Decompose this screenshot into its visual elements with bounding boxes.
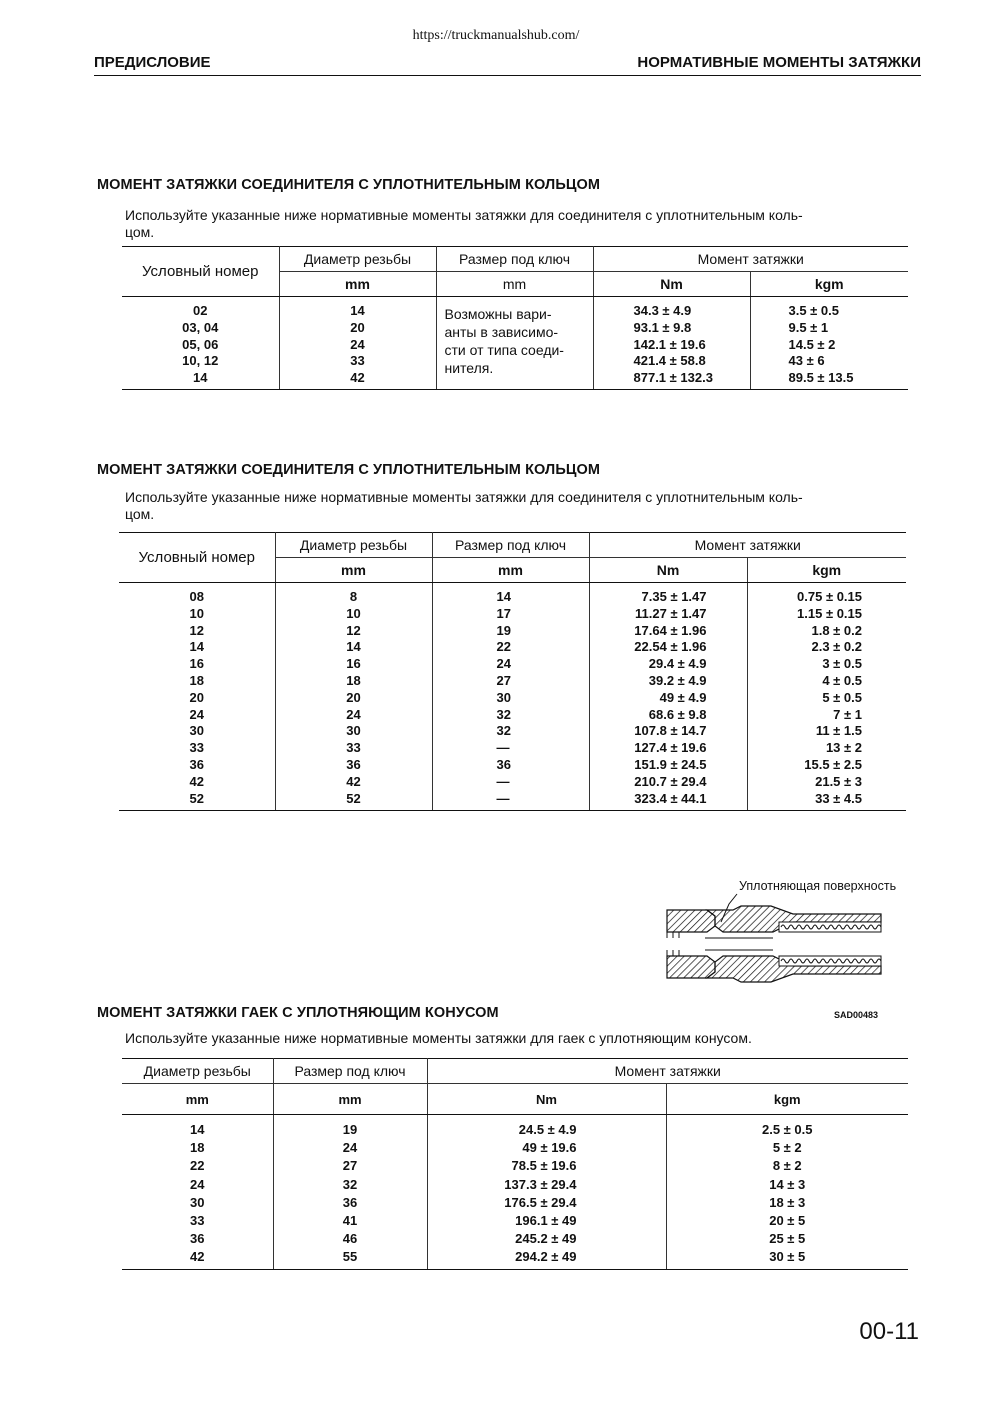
col-wrench-header: Размер под ключ [436,247,593,272]
section2-kgm: 15.5 ± 2.5 [804,756,862,772]
section2-nm: 17.64 ± 1.96 [634,622,707,638]
section2-thread: 52 [346,790,361,806]
header-chapter-title: НОРМАТИВНЫЕ МОМЕНТЫ ЗАТЯЖКИ [637,54,921,71]
section1-kgm: 89.5 ± 13.5 [788,370,854,386]
section3-kgm: 14 ± 3 [769,1176,806,1192]
section1-kgm: 9.5 ± 1 [788,319,829,335]
figure-caption: Уплотняющая поверхность [739,879,897,893]
section2-kgm-cell [747,583,906,811]
col-thread-header: Диаметр резьбы [275,533,432,558]
section2-wrench: 14 [496,589,511,604]
section3-nm: 24.5 ± 4.9 [518,1122,577,1137]
section3-nm: 196.1 ± 49 [515,1213,577,1229]
section1-thread: 33 [350,353,365,369]
section2-thread: 14 [346,639,361,655]
section2-table [119,532,906,811]
section3-kgm: 30 ± 5 [769,1249,806,1265]
unit-nm: Nm [593,272,750,297]
unit-mm: mm [275,558,432,583]
section3-nm: 78.5 ± 19.6 [511,1158,577,1174]
section1-note-line: нителя. [444,360,494,376]
section1-nm-cell [593,297,750,390]
section2-wrench: 36 [496,756,511,772]
section2-thread: 30 [346,723,361,739]
section2-nm: 107.8 ± 14.7 [634,723,707,739]
section2-wrench: 32 [496,706,511,722]
section3-kgm: 2.5 ± 0.5 [761,1122,813,1137]
col-wrench-header: Размер под ключ [432,533,589,558]
section3-thread: 14 [190,1122,205,1137]
col-thread-header: Диаметр резьбы [122,1059,273,1084]
section3-nm: 176.5 ± 29.4 [504,1194,577,1210]
section2-kgm: 2.3 ± 0.2 [811,639,862,655]
unit-mm-wrench: mm [273,1084,427,1115]
section3-thread: 36 [190,1231,205,1247]
section2-kgm: 3 ± 0.5 [822,656,862,672]
section2-nm: 323.4 ± 44.1 [634,790,707,806]
section3-thread: 18 [190,1140,205,1156]
section1-thread: 42 [350,370,365,386]
section2-nominal: 52 [189,790,204,806]
section2-thread: 8 [349,589,358,604]
section1-note-line: сти от типа соеди- [444,342,564,358]
section2-nominal: 24 [189,706,204,722]
section1-nominal: 02 [193,303,208,318]
col-wrench-header: Размер под ключ [273,1059,427,1084]
section2-nm: 7.35 ± 1.47 [641,589,707,604]
section1-kgm: 43 ± 6 [788,353,825,369]
section2-nominal: 20 [189,689,204,705]
section1-nominal: 10, 12 [182,353,219,369]
col-thread-header: Диаметр резьбы [279,247,436,272]
section1-nm: 421.4 ± 58.8 [633,353,706,369]
section2-thread: 24 [346,706,361,722]
section2-wrench: 19 [496,622,511,638]
section2-nominal: 16 [189,656,204,672]
col-torque-header: Момент затяжки [589,533,906,558]
section2-wrench: — [496,790,510,806]
section3-nm: 245.2 ± 49 [515,1231,577,1247]
section2-wrench: 30 [496,689,511,705]
section1-table [122,246,908,390]
section1-kgm: 14.5 ± 2 [788,336,836,352]
section2-wrench-cell [432,583,589,811]
page-number: 00-11 [859,1318,919,1345]
section3-thread: 42 [190,1249,205,1265]
section3-thread-cell [122,1115,273,1270]
section2-nm: 39.2 ± 4.9 [648,672,707,688]
unit-mm: mm [279,272,436,297]
col-torque-header: Момент затяжки [427,1059,908,1084]
section3-thread: 30 [190,1194,205,1210]
section2-wrench: 32 [496,723,511,739]
section3-kgm: 8 ± 2 [772,1158,802,1174]
section2-thread: 20 [346,689,361,705]
section3-nm: 294.2 ± 49 [515,1249,577,1265]
section3-table [122,1058,908,1270]
section1-note-cell [436,297,593,390]
section2-nominal: 08 [189,589,204,604]
section3-wrench: 19 [342,1122,358,1137]
section2-thread: 12 [346,622,361,638]
unit-kgm: kgm [750,272,908,297]
section2-wrench: — [496,773,510,789]
section2-nominal: 10 [189,605,204,621]
fitting-cross-section-drawing [663,892,885,1004]
section2-nominal: 14 [189,639,204,655]
unit-kgm: kgm [666,1084,908,1115]
section2-nm: 22.54 ± 1.96 [634,639,707,655]
section2-wrench: 22 [496,639,511,655]
section2-thread-cell [275,583,432,811]
section3-nm-cell [427,1115,666,1270]
section3-kgm-cell [666,1115,908,1270]
section2-kgm: 11 ± 1.5 [815,723,862,739]
section1-nm: 877.1 ± 132.3 [633,370,713,386]
section3-kgm: 18 ± 3 [769,1194,806,1210]
section2-kgm: 4 ± 0.5 [822,672,862,688]
unit-mm-wrench: mm [436,272,593,297]
section1-intro: Используйте указанные ниже нормативные моменты затяжки для соединителя с уплотнительным коль- цом. [125,207,803,240]
section2-kgm: 1.15 ± 0.15 [797,605,862,621]
section2-kgm: 13 ± 2 [825,740,862,756]
section2-nominal: 12 [189,622,204,638]
section1-nominal: 05, 06 [182,336,219,352]
section3-wrench-cell [273,1115,427,1270]
section1-thread: 24 [350,336,365,352]
section2-kgm: 5 ± 0.5 [822,689,862,705]
section2-nm: 49 ± 4.9 [659,689,707,705]
section2-thread: 10 [346,605,361,621]
section1-thread: 14 [350,303,365,318]
section3-title: МОМЕНТ ЗАТЯЖКИ ГАЕК С УПЛОТНЯЮЩИМ КОНУСОМ [97,1005,499,1021]
section2-kgm: 33 ± 4.5 [815,790,862,806]
section2-thread: 36 [346,756,361,772]
section1-nm: 34.3 ± 4.9 [633,303,692,318]
section3-intro: Используйте указанные ниже нормативные моменты затяжки для гаек с уплотняющим конусом. [125,1030,752,1046]
section1-nominal: 03, 04 [182,319,219,335]
section3-wrench: 55 [342,1249,358,1265]
header-section-label: ПРЕДИСЛОВИЕ [94,54,211,71]
section2-nominal: 30 [189,723,204,739]
section1-note-line: Возможны вари- [444,306,552,322]
section3-nm: 49 ± 19.6 [522,1140,577,1156]
section1-thread: 20 [350,319,365,335]
section2-wrench: 27 [496,672,511,688]
section2-title: МОМЕНТ ЗАТЯЖКИ СОЕДИНИТЕЛЯ С УПЛОТНИТЕЛЬНЫМ КОЛЬЦОМ [97,462,601,478]
section3-thread: 22 [190,1158,205,1174]
unit-mm-wrench: mm [432,558,589,583]
section1-note-line: анты в зависимо- [444,324,559,340]
source-url: https://truckmanualshub.com/ [412,28,580,43]
section3-wrench: 27 [342,1158,358,1174]
col-torque-header: Момент затяжки [593,247,908,272]
section3-nm: 137.3 ± 29.4 [504,1176,577,1192]
section2-wrench: — [496,740,510,756]
section3-wrench: 36 [342,1194,358,1210]
col-nominal-header: Условный номер [119,533,275,583]
section2-nm-cell [589,583,747,811]
section1-nominal: 14 [193,370,208,386]
section2-thread: 18 [346,672,361,688]
header-rule [94,75,921,76]
section2-nm: 210.7 ± 29.4 [634,773,707,789]
section3-wrench: 24 [342,1140,358,1156]
section2-wrench: 24 [496,656,511,672]
col-nominal-header: Условный номер [122,247,279,297]
section2-nm: 29.4 ± 4.9 [648,656,707,672]
section1-title: МОМЕНТ ЗАТЯЖКИ СОЕДИНИТЕЛЯ С УПЛОТНИТЕЛЬНЫМ КОЛЬЦОМ [97,177,601,193]
section2-thread: 16 [346,656,361,672]
section2-nm: 151.9 ± 24.5 [634,756,707,772]
section2-nominal-cell [119,583,275,811]
section3-thread: 24 [190,1176,205,1192]
section2-wrench: 17 [496,605,511,621]
section2-nominal: 33 [189,740,204,756]
section2-nm: 127.4 ± 19.6 [634,740,707,756]
section2-kgm: 1.8 ± 0.2 [811,622,862,638]
section2-nominal: 42 [189,773,204,789]
section1-nm: 142.1 ± 19.6 [633,336,706,352]
unit-mm: mm [122,1084,273,1115]
section2-nominal: 36 [189,756,204,772]
section2-nm: 68.6 ± 9.8 [648,706,707,722]
section2-thread: 33 [346,740,361,756]
section3-kgm: 5 ± 2 [772,1140,802,1156]
section3-kgm: 25 ± 5 [769,1231,806,1247]
section2-kgm: 7 ± 1 [833,706,862,722]
section2-nm: 11.27 ± 1.47 [635,605,707,621]
unit-nm: Nm [427,1084,666,1115]
section2-thread: 42 [346,773,361,789]
section1-kgm-cell [750,297,908,390]
section2-nominal: 18 [189,672,204,688]
section1-thread-cell [279,297,436,390]
section3-wrench: 32 [342,1176,358,1192]
section2-kgm: 0.75 ± 0.15 [797,589,862,604]
section1-kgm: 3.5 ± 0.5 [788,303,840,318]
section3-wrench: 41 [342,1213,358,1229]
section2-intro: Используйте указанные ниже нормативные моменты затяжки для соединителя с уплотнительным коль- цом. [125,489,803,522]
section1-nm: 93.1 ± 9.8 [633,319,692,335]
section3-kgm: 20 ± 5 [769,1213,806,1229]
figure-code: SAD00483 [834,1010,879,1020]
section3-wrench: 46 [342,1231,358,1247]
section1-nominal-cell [122,297,279,390]
unit-kgm: kgm [747,558,906,583]
unit-nm: Nm [589,558,747,583]
section3-thread: 33 [190,1213,205,1229]
section2-kgm: 21.5 ± 3 [815,773,862,789]
